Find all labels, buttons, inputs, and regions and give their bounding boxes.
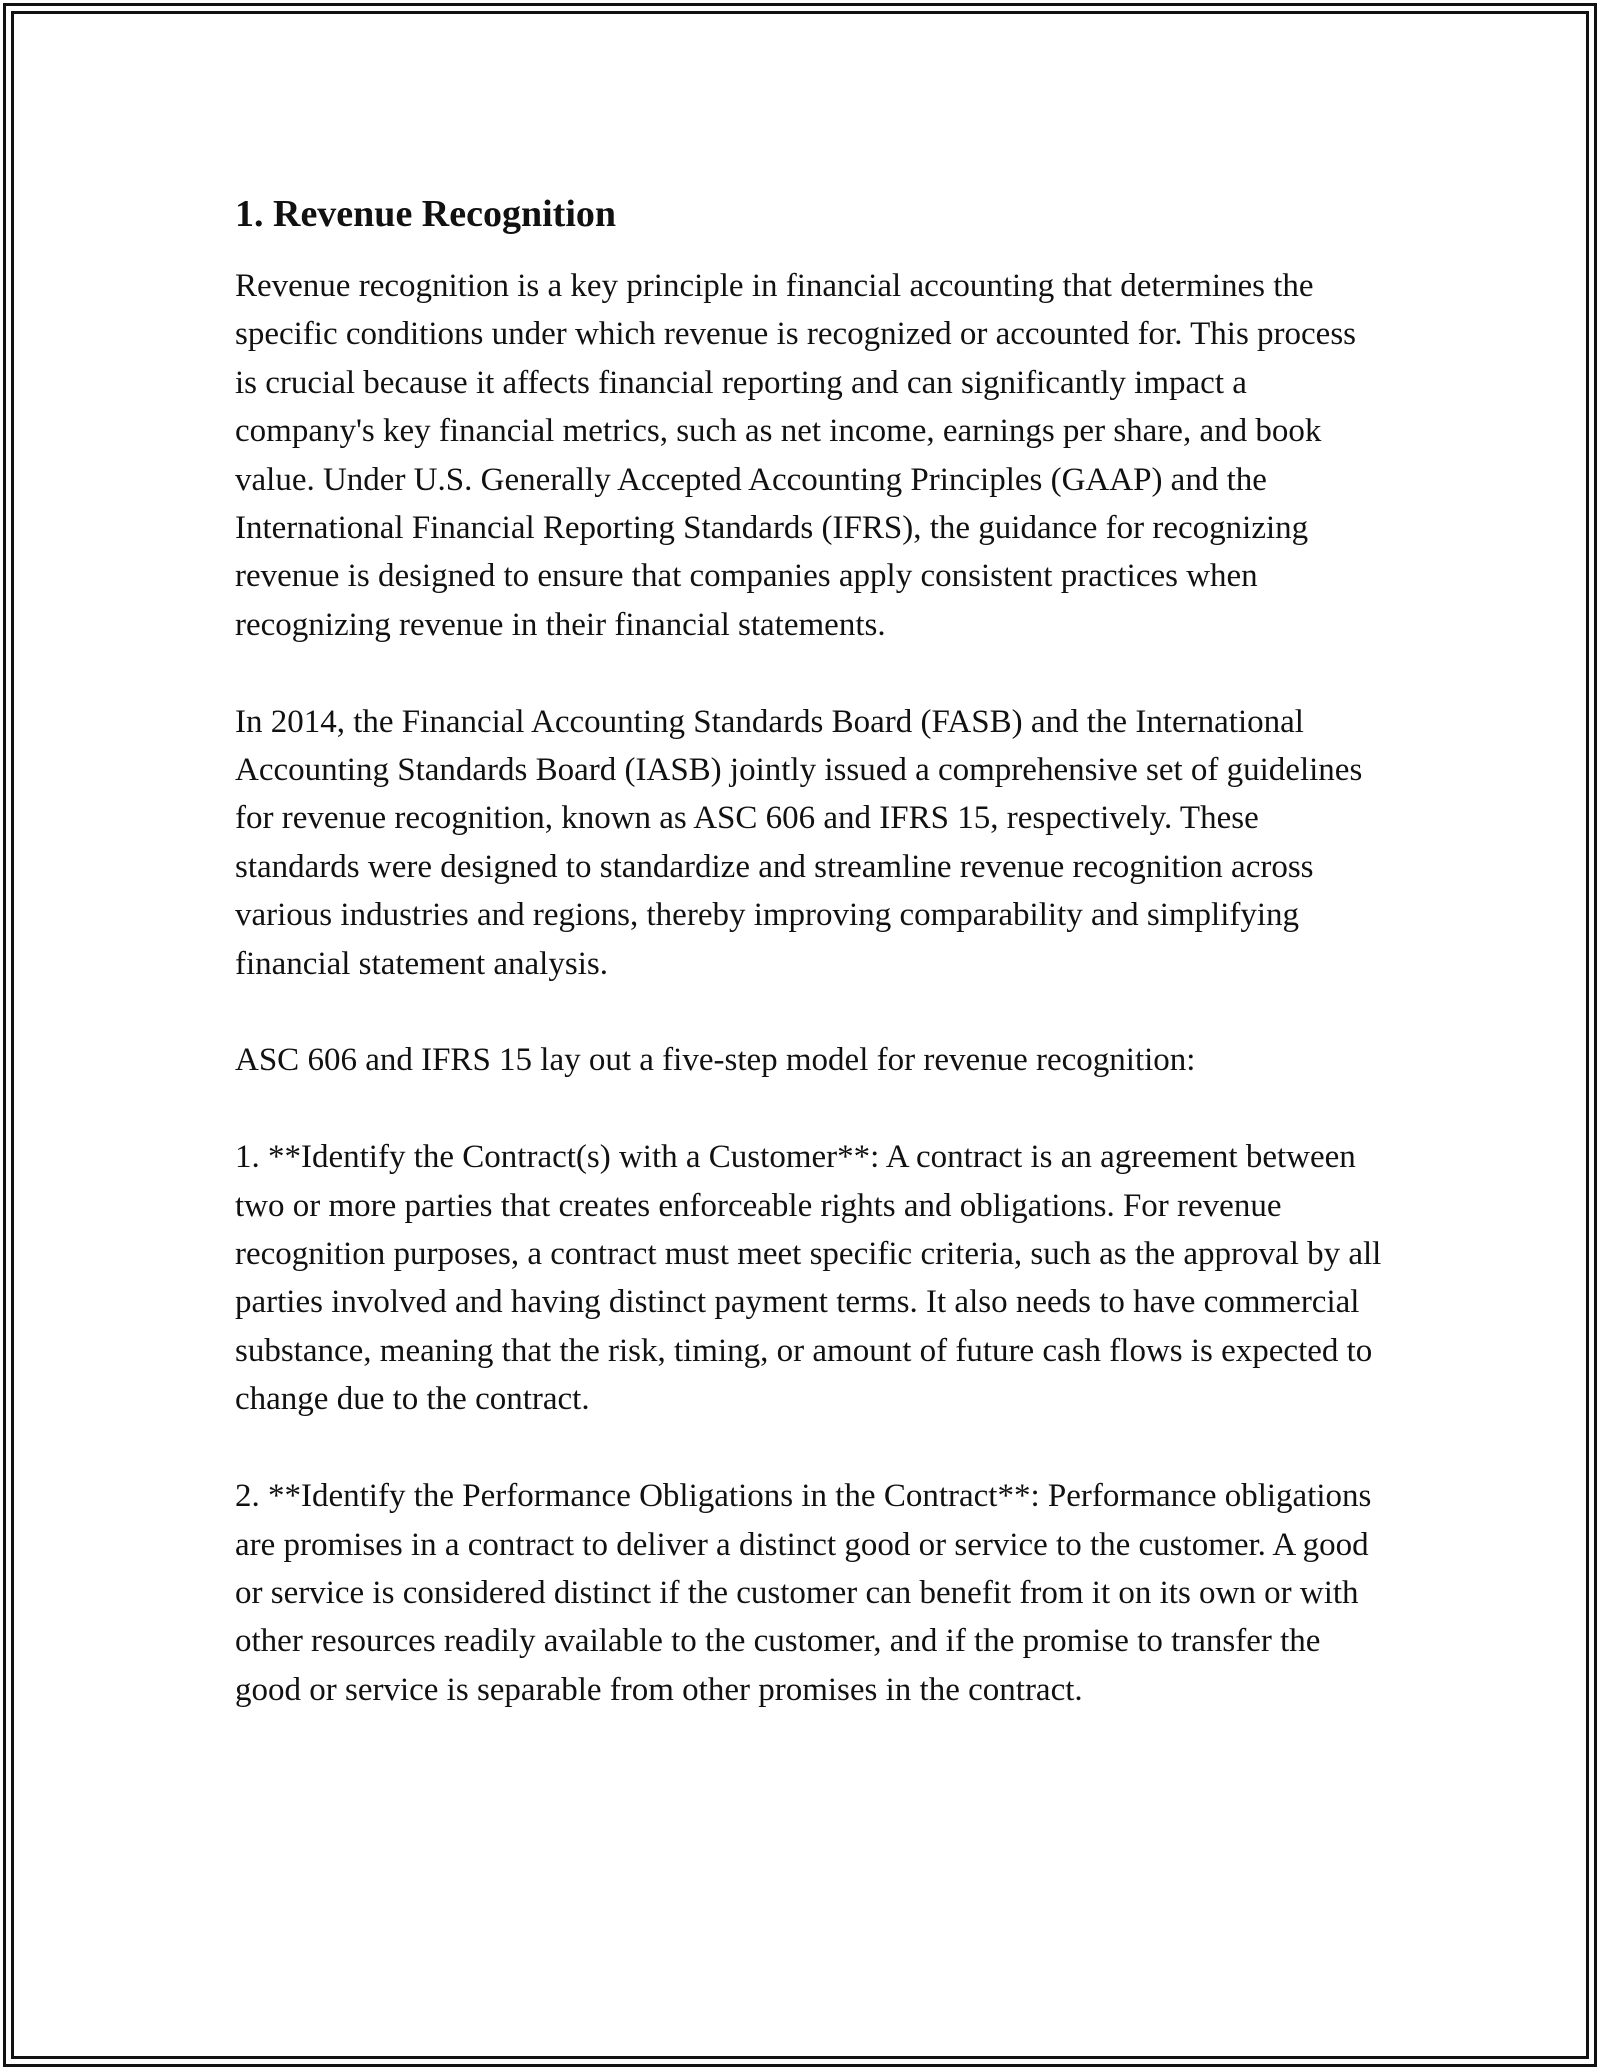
paragraph-step-1: 1. **Identify the Contract(s) with a Customer**: A contract is an agreement between two or more parties that creates enforceable rights and obligations. For revenue recognition purposes, a contract must meet specific criteria, such as the approval by all parties involved and having distinct payment terms. It also needs to have commercial substance, meaning that the risk, timing, or amount of future cash flows is expected to change due to the contract.	[235, 1139, 1382, 1418]
document-body	[235, 188, 1385, 1714]
paragraph-model-intro: ASC 606 and IFRS 15 lay out a five-step model for revenue recognition:	[235, 1042, 1196, 1079]
section-heading: 1. Revenue Recognition	[235, 193, 617, 235]
paragraph-step-2: 2. **Identify the Performance Obligations in the Contract**: Performance obligations are promises in a contract to deliver a distinct good or service to the customer. A good or service is considered distinct if the customer can benefit from it on its own or with other resources readily available to the customer, and if the promise to transfer the good or service is separable from other promises in the contract.	[235, 1478, 1372, 1708]
paragraph-history: In 2014, the Financial Accounting Standards Board (FASB) and the International Accounting Standards Board (IASB) jointly issued a comprehensive set of guidelines for revenue recognition, known as ASC 606 and IFRS 15, respectively. These standards were designed to standardize and streamline revenue recognition across various industries and regions, thereby improving comparability and simplifying financial statement analysis.	[235, 703, 1363, 982]
paragraph-intro: Revenue recognition is a key principle in financial accounting that determines the specific conditions under which revenue is recognized or accounted for. This process is crucial because it affects financial reporting and can significantly impact a company's key financial metrics, such as net income, earnings per share, and book value. Under U.S. Generally Accepted Accounting Principles (GAAP) and the International Financial Reporting Standards (IFRS), the guidance for recognizing revenue is designed to ensure that companies apply consistent practices when recognizing revenue in their financial statements.	[235, 268, 1357, 643]
